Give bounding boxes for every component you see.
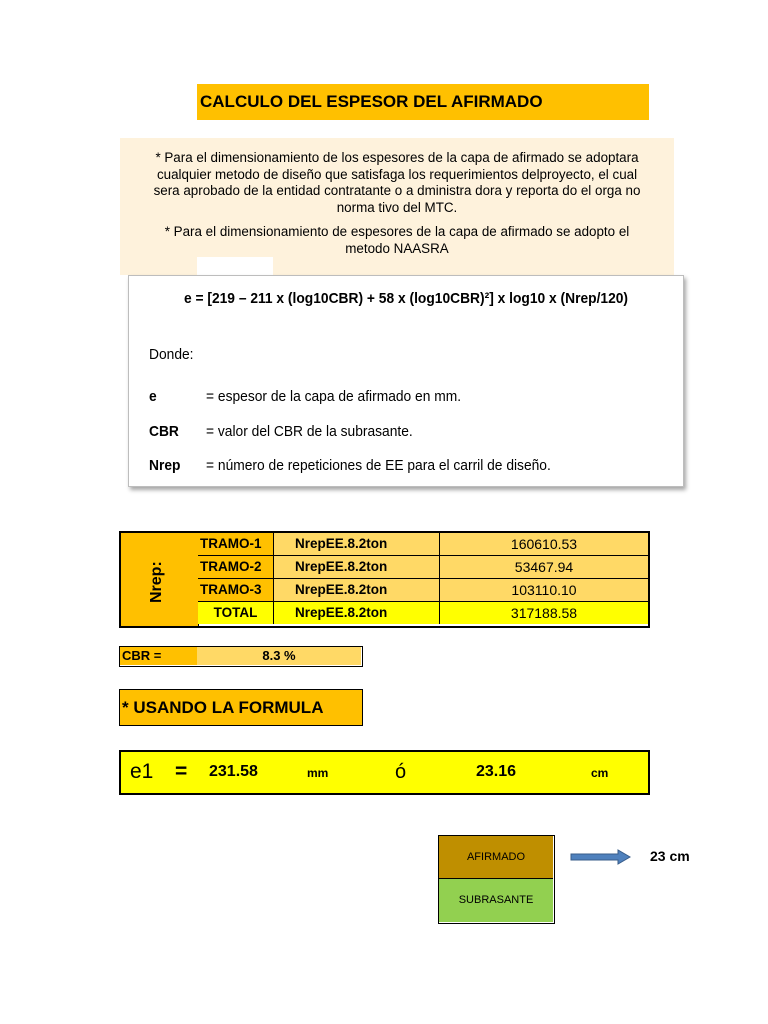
table-row <box>198 556 648 579</box>
cbr-value: 8.3 % <box>197 647 361 665</box>
definition-term-cbr: CBR <box>149 423 179 440</box>
formula-box <box>128 275 684 487</box>
table-row-total <box>198 602 648 625</box>
table-row <box>198 579 648 602</box>
note-paragraph-1 <box>120 150 674 216</box>
note-line: * Para el dimensionamiento de los espesores de la capa de afirmado se adoptara <box>155 150 639 165</box>
formula-equation: e = [219 – 211 x (log10CBR) + 58 x (log10CBR)²] x log10 x (Nrep/120) <box>183 290 629 307</box>
result-row <box>119 750 650 795</box>
cbr-row <box>119 646 363 667</box>
result-mm-value: 231.58 <box>209 763 258 780</box>
note-paragraph-2 <box>120 224 674 257</box>
unit-cell: NrepEE.8.2ton <box>274 579 440 601</box>
unit-cell: NrepEE.8.2ton <box>274 602 440 624</box>
usando-formula-label: * USANDO LA FORMULA <box>119 689 363 726</box>
definition-text-e: = espesor de la capa de afirmado en mm. <box>206 388 462 405</box>
definition-term-nrep: Nrep <box>149 457 181 474</box>
page-title: CALCULO DEL ESPESOR DEL AFIRMADO <box>197 84 649 120</box>
table-row <box>198 533 648 556</box>
nrep-label: Nrep: <box>148 561 165 603</box>
result-or: ó <box>395 761 407 783</box>
note-line: sera aprobado de la entidad contratante o a dministra dora y reporta do el orga no <box>153 183 641 198</box>
notes-block <box>120 138 674 275</box>
blank-cell <box>197 257 273 275</box>
result-equals: = <box>175 760 188 783</box>
layer-diagram <box>438 835 555 924</box>
result-cm-value: 23.16 <box>476 763 517 780</box>
nrep-table <box>119 531 650 628</box>
note-line: norma tivo del MTC. <box>336 199 458 215</box>
unit-cell: NrepEE.8.2ton <box>274 556 440 578</box>
formula-donde-label: Donde: <box>149 346 194 363</box>
note-line: metodo NAASRA <box>345 240 449 256</box>
value-cell: 53467.94 <box>440 556 648 578</box>
value-cell: 317188.58 <box>440 602 648 624</box>
result-name: e1 <box>130 760 154 783</box>
result-mm-unit: mm <box>307 766 329 780</box>
note-line: * Para el dimensionamiento de espesores de la capa de afirmado se adopto el <box>164 224 630 239</box>
tramo-cell: TRAMO-1 <box>198 533 274 555</box>
layer-afirmado: AFIRMADO <box>439 836 553 879</box>
layer-thickness: 23 cm <box>650 848 690 864</box>
tramo-cell: TRAMO-3 <box>198 579 274 601</box>
tramo-cell: TRAMO-2 <box>198 556 274 578</box>
definition-text-nrep: = número de repeticiones de EE para el carril de diseño. <box>206 457 551 474</box>
layer-subrasante: SUBRASANTE <box>439 879 553 922</box>
nrep-label-cell <box>121 533 199 626</box>
unit-cell: NrepEE.8.2ton <box>274 533 440 555</box>
cbr-label: CBR = <box>120 647 197 665</box>
value-cell: 103110.10 <box>440 579 648 601</box>
arrow-right-icon <box>570 849 632 865</box>
definition-text-cbr: = valor del CBR de la subrasante. <box>206 423 413 440</box>
tramo-cell: TOTAL <box>198 602 274 624</box>
value-cell: 160610.53 <box>440 533 648 555</box>
definition-term-e: e <box>149 388 157 405</box>
note-line: cualquier metodo de diseño que satisfaga los requerimientos delproyecto, el cual <box>156 166 638 182</box>
result-cm-unit: cm <box>591 766 609 780</box>
